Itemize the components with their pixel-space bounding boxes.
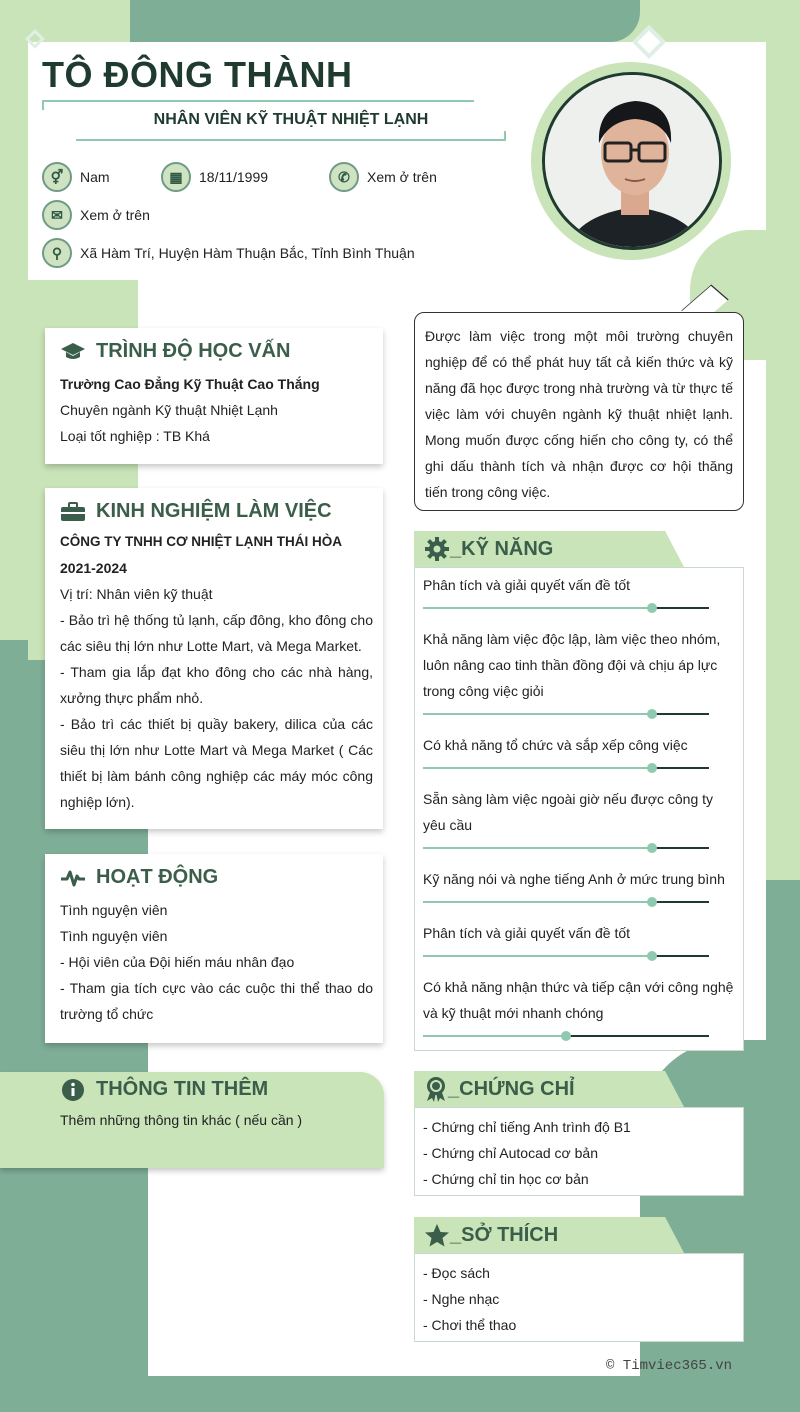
divider	[504, 131, 506, 141]
activity-item: Tình nguyện viên	[60, 928, 168, 944]
skill-level-fill	[423, 1035, 566, 1037]
skill-name: Có khả năng nhận thức và tiếp cận với công nghệ và kỹ thuật mới nhanh chóng	[423, 979, 734, 1021]
bg-bottom-band	[0, 1376, 800, 1412]
skill-item	[423, 786, 735, 858]
education-heading	[60, 340, 368, 363]
skill-level-track	[652, 713, 709, 715]
work-period: 2021-2024	[60, 560, 127, 576]
skill-level-fill	[423, 955, 652, 957]
activities-title: HOẠT ĐỘNG	[96, 866, 219, 888]
certificate-item: - Chứng chỉ tiếng Anh trình độ B1	[423, 1119, 631, 1135]
skill-item	[423, 626, 735, 724]
skills-list	[414, 567, 744, 1051]
person-portrait-icon	[545, 75, 722, 250]
skill-level-track	[652, 901, 709, 903]
education-title: TRÌNH ĐỘ HỌC VẤN	[96, 340, 291, 362]
address-value: Xã Hàm Trí, Huyện Hàm Thuận Bắc, Tỉnh Bình Thuận	[80, 245, 415, 261]
more-info-section	[0, 1072, 384, 1168]
skill-level-knob	[647, 603, 657, 613]
skill-level-track	[652, 607, 709, 609]
footer-credit: © Timviec365.vn	[606, 1358, 733, 1374]
skill-level-fill	[423, 847, 652, 849]
briefcase-icon	[60, 501, 86, 523]
more-info-text: Thêm những thông tin khác ( nếu cần )	[60, 1112, 303, 1128]
skill-name: Sẵn sàng làm việc ngoài giờ nếu được công ty yêu cầu	[423, 791, 714, 833]
skill-item	[423, 732, 735, 778]
skill-name: Phân tích và giải quyết vấn đề tốt	[423, 925, 631, 941]
certificates-list	[414, 1107, 744, 1196]
skill-level-bar	[423, 1026, 735, 1046]
school-name: Trường Cao Đẳng Kỹ Thuật Cao Thắng	[60, 376, 320, 392]
hobby-item: - Đọc sách	[423, 1265, 490, 1281]
bg-top-band	[130, 0, 640, 42]
location-pin-icon: ⚲	[42, 238, 72, 268]
skill-item	[423, 974, 735, 1046]
skill-name: Có khả năng tổ chức và sắp xếp công việc	[423, 737, 688, 753]
activity-item: - Hội viên của Đội hiến máu nhân đạo	[60, 954, 295, 970]
heartbeat-icon	[60, 867, 86, 889]
duty-item: - Bảo trì các thiết bị quầy bakery, dilica của các siêu thị lớn như Lotte Mart và Mega Market ( Các thiết bị làm bánh công nghiệp các máy móc công nghiệp lớn).	[60, 716, 373, 810]
hobbies-title: _SỞ THÍCH	[450, 1223, 559, 1246]
company-name: CÔNG TY TNHH CƠ NHIỆT LẠNH THÁI HÒA	[60, 534, 343, 549]
email-value: Xem ở trên	[80, 207, 150, 223]
hobbies-list	[414, 1253, 744, 1342]
certificate-item: - Chứng chỉ Autocad cơ bản	[423, 1145, 598, 1161]
hobby-item: - Chơi thể thao	[423, 1317, 517, 1333]
major: Chuyên ngành Kỹ thuật Nhiệt Lạnh	[60, 402, 278, 418]
skill-level-knob	[647, 709, 657, 719]
more-info-title: THÔNG TIN THÊM	[96, 1078, 269, 1100]
phone-icon: ✆	[329, 162, 359, 192]
duty-item: - Tham gia lắp đạt kho đông cho các nhà hàng, xưởng thực phẩm nhỏ.	[60, 664, 373, 706]
dob-value: 18/11/1999	[199, 169, 269, 185]
activities-heading	[60, 866, 373, 889]
skill-level-fill	[423, 767, 652, 769]
contact-phone	[329, 162, 437, 192]
skill-level-fill	[423, 713, 652, 715]
skill-item	[423, 866, 735, 912]
skill-level-knob	[647, 897, 657, 907]
skill-level-bar	[423, 704, 735, 724]
info-circle-icon	[60, 1079, 86, 1101]
job-title: NHÂN VIÊN KỸ THUẬT NHIỆT LẠNH	[153, 111, 429, 128]
award-ribbon-icon	[424, 1076, 448, 1102]
gender-icon: ⚥	[42, 162, 72, 192]
skill-item	[423, 572, 735, 618]
experience-section	[45, 488, 383, 829]
career-objective: Được làm việc trong một môi trường chuyên nghiệp để có thể phát huy tất cả kiến thức và kỹ năng đã học được trong nhà trường và từ thực tế việc làm với chuyên ngành kỹ thuật nhiệt lạnh. Mong muốn được cống hiến cho công ty, có thể ghi dấu thành tích và nhận được cơ hội thăng tiến trong công việc.	[414, 312, 744, 511]
education-section	[45, 328, 383, 464]
avatar	[542, 72, 722, 250]
skill-level-knob	[647, 763, 657, 773]
calendar-icon: ▦	[161, 162, 191, 192]
grade: Loại tốt nghiệp : TB Khá	[60, 428, 210, 444]
graduation-cap-icon	[60, 341, 86, 363]
skills-heading	[414, 531, 553, 567]
skill-level-knob	[561, 1031, 571, 1041]
contact-email	[42, 200, 150, 230]
divider	[42, 100, 44, 110]
gender-value: Nam	[80, 169, 110, 185]
skill-level-bar	[423, 892, 735, 912]
contact-address	[42, 238, 415, 268]
bg-right-shape	[766, 880, 800, 1412]
skill-level-track	[566, 1035, 709, 1037]
position: Vị trí: Nhân viên kỹ thuật	[60, 586, 213, 602]
star-icon	[424, 1223, 450, 1247]
skills-title: _KỸ NĂNG	[450, 537, 554, 560]
bg-left-shape	[0, 640, 30, 1412]
certificate-item: - Chứng chỉ tin học cơ bản	[423, 1171, 589, 1187]
skill-level-track	[652, 767, 709, 769]
divider	[42, 100, 474, 102]
skill-level-bar	[423, 838, 735, 858]
candidate-name: TÔ ĐÔNG THÀNH	[42, 54, 353, 95]
certificates-heading	[414, 1071, 575, 1107]
more-info-heading	[60, 1078, 384, 1101]
skill-name: Phân tích và giải quyết vấn đề tốt	[423, 577, 631, 593]
hobby-item: - Nghe nhạc	[423, 1291, 500, 1307]
activities-section	[45, 854, 383, 1043]
skill-name: Kỹ năng nói và nghe tiếng Anh ở mức trung bình	[423, 871, 725, 887]
skill-level-fill	[423, 901, 652, 903]
skill-level-track	[652, 955, 709, 957]
contact-gender	[42, 162, 110, 192]
skill-level-bar	[423, 946, 735, 966]
skill-level-knob	[647, 951, 657, 961]
experience-title: KINH NGHIỆM LÀM VIỆC	[96, 500, 332, 522]
skill-name: Khả năng làm việc độc lập, làm việc theo nhóm, luôn nâng cao tinh thần đồng đội và chịu áp lực trong công việc giỏi	[423, 631, 721, 699]
hobbies-heading	[414, 1217, 558, 1253]
skill-level-knob	[647, 843, 657, 853]
divider	[76, 139, 506, 141]
skill-level-fill	[423, 607, 652, 609]
phone-value: Xem ở trên	[367, 169, 437, 185]
skill-level-track	[652, 847, 709, 849]
mail-icon: ✉	[42, 200, 72, 230]
skill-level-bar	[423, 598, 735, 618]
skill-item	[423, 920, 735, 966]
certificates-title: _CHỨNG CHỈ	[448, 1077, 575, 1100]
duty-item: - Bảo trì hệ thống tủ lạnh, cấp đông, kho đông cho các siêu thị lớn như Lotte Mart, và Mega Market.	[60, 612, 373, 654]
activity-item: Tình nguyện viên	[60, 902, 168, 918]
skill-level-bar	[423, 758, 735, 778]
gear-icon	[424, 536, 450, 562]
contact-dob	[161, 162, 268, 192]
experience-heading	[60, 500, 373, 523]
activity-item: - Tham gia tích cực vào các cuộc thi thể thao do trường tổ chức	[60, 980, 373, 1022]
